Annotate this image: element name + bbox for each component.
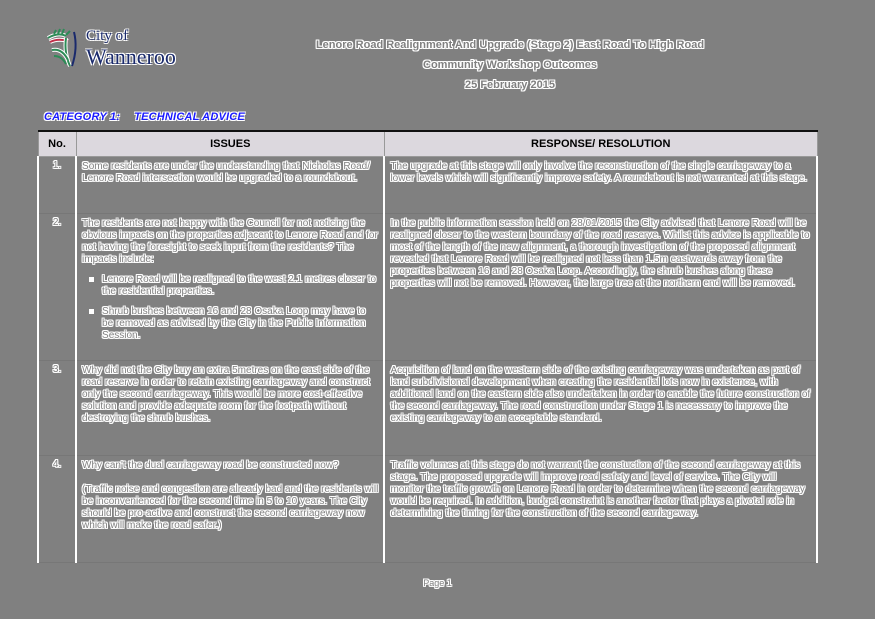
column-header-issues: ISSUES <box>76 131 384 157</box>
column-header-no: No. <box>38 131 76 157</box>
kangaroo-paw-icon <box>44 28 84 68</box>
list-item: Shrub bushes between 16 and 28 Osaka Loop may have to be removed as advised by the City in the Public Information Session. <box>102 306 378 342</box>
document-header <box>290 35 730 95</box>
response-cell: Traffic volumes at this stage do not warrant the constuction of the second carriageway at this stage. The proposed upgrade will improve road safety and level of service. The City will monitor the traffic growth on Lenore Road in order to determine when the second carriageway would be required. In addition, budget constraint is another factor that plays a pivotal role in determining the timing for the construction of the second carriageway. <box>384 456 817 563</box>
table-header-row <box>38 131 817 157</box>
issue-text: Why can't the dual carriageway road be constructed now? <box>82 460 339 471</box>
response-cell: The upgrade at this stage will only involve the reconstruction of the single carriageway to a lower levels which will significantly improve safety. A roundabout is not warranted at this stage. <box>384 157 817 214</box>
document-title: Lenore Road Realignment And Upgrade (Stage 2) East Road To High Road <box>315 39 705 51</box>
issue-text: The residents are not happy with the Council for not noticing the obvious impacts on the properties adjacent to Lenore Road and for not having the foresight to seek input from the residents? The impacts include: <box>82 218 378 265</box>
issue-cell: Some residents are under the understanding that Nicholas Road/ Lenore Road intersection would be upgraded to a roundabout. <box>76 157 384 214</box>
page-number: Page 1 <box>423 578 452 588</box>
column-header-response: RESPONSE/ RESOLUTION <box>384 131 817 157</box>
document-subtitle: Community Workshop Outcomes <box>423 59 597 71</box>
response-cell: Acquisition of land on the western side of the existing carriageway was undertaken as part of land subdivisional development when creating the residential lots now in existence, with additional land on the eastern side also undertaken in order to enable the future construction of the second carriageway. The road construction under Stage 1 is necessary to improve the existing carriageway to an acceptable standard. <box>384 361 817 456</box>
impacts-list <box>82 274 378 342</box>
table-row <box>38 157 817 214</box>
issues-table <box>37 130 818 563</box>
table-row <box>38 214 817 361</box>
category-label: CATEGORY 1: <box>44 111 121 123</box>
list-item: Lenore Road will be realigned to the west 2.1 metres closer to the residential properties. <box>102 274 378 298</box>
row-number: 1. <box>38 157 76 214</box>
table-row <box>38 456 817 563</box>
issue-cell: Why did not the City buy an extra 5metres on the east side of the road reserve in order to retain existing carriageway and construct only the second carriageway. This would be more cost-effective solution and provide adequate room for the footpath without destroying the shrub bushes. <box>76 361 384 456</box>
city-of-wanneroo-logo <box>44 28 194 72</box>
table-row <box>38 361 817 456</box>
logo-wanneroo: Wanneroo <box>86 44 176 69</box>
logo-city-of: City of <box>86 28 129 44</box>
row-number: 4. <box>38 456 76 563</box>
category-name: TECHNICAL ADVICE <box>134 111 245 123</box>
row-number: 2. <box>38 214 76 361</box>
row-number: 3. <box>38 361 76 456</box>
issue-cell <box>76 456 384 563</box>
category-heading <box>44 111 245 123</box>
response-cell: In the public information session held on 28/01/2015 the City advised that Lenore Road will be realigned closer to the western boundary of the road reserve. Whilst this advice is applicable to most of the length of the new alignment, a thorough investigation of the proposed alignment revealed that Lenore Road will be realigned not less than 1.5m eastwards away from the properties between 16 and 28 Osaka Loop. Accordingly, the shrub bushes along these properties will not be removed. However, the large tree at the northern end will be removed. <box>384 214 817 361</box>
issue-cell <box>76 214 384 361</box>
document-date: 25 February 2015 <box>465 79 555 91</box>
issue-note: (Traffic noise and congestion are already bad and the residents will be inconvenienced for the second time in 5 to 10 years. The City should be pro-active and construct the second carriageway now which will make the road safer.) <box>82 484 379 531</box>
